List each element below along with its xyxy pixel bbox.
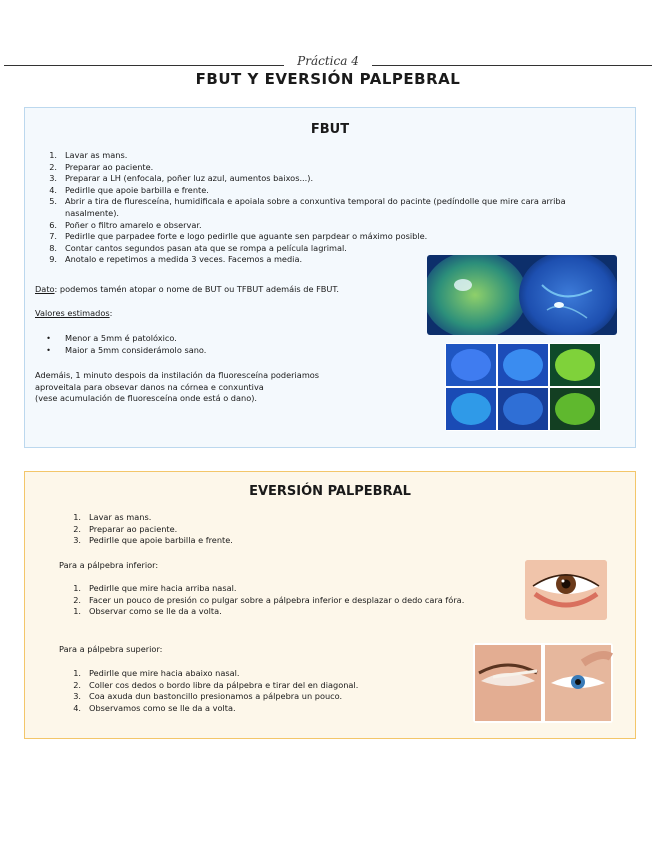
valores-list bbox=[45, 333, 345, 356]
inferior-heading: Para a pálpebra inferior: bbox=[59, 560, 159, 570]
eversion-section bbox=[24, 471, 636, 739]
list-item: 6. Poñer o filtro amarelo e observar. bbox=[49, 219, 202, 230]
list-item: 7. Pedirlle que parpadee forte e logo pedirlle que aguante sen parpdear o máximo posible. bbox=[49, 231, 428, 242]
list-item: 2. Preparar ao paciente. bbox=[73, 523, 178, 534]
list-item: 5. Abrir a tira de fluresceína, humidificala e apoiala sobre a conxuntiva temporal do pacinte (pedíndolle que mire cara arriba nasalmente). bbox=[49, 196, 566, 218]
dato-text: : podemos tamén atopar o nome de BUT ou TFBUT ademáis de FBUT. bbox=[54, 284, 340, 294]
list-item: • Menor a 5mm é patolóxico. bbox=[46, 333, 177, 343]
list-item: 1. Pedirlle que mire hacia abaixo nasal. bbox=[73, 668, 240, 678]
list-item: 2. Coller cos dedos o bordo libre da pálpebra e tirar del en diagonal. bbox=[73, 679, 359, 690]
fluorescein-note: Ademáis, 1 minuto despois da instilación da fluoresceína poderiamos aproveitala para obsevar danos na córnea e conxuntiva (vese acumulación de fluoresceína onde está o dano). bbox=[35, 370, 320, 404]
superior-heading: Para a pálpebra superior: bbox=[59, 644, 163, 654]
list-item: 1. Observar como se lle da a volta. bbox=[73, 606, 222, 617]
eversion-steps-list bbox=[69, 512, 469, 547]
valores-heading: Valores estimados: bbox=[35, 308, 113, 318]
dato-paragraph bbox=[35, 284, 415, 296]
list-item: 8. Contar cantos segundos pasan ata que se rompa a película lagrimal. bbox=[49, 242, 347, 253]
inferior-steps-list bbox=[69, 583, 509, 618]
fbut-cornea-photo bbox=[427, 255, 617, 335]
list-item: 4. Pedirlle que apoie barbilla e frente. bbox=[49, 184, 209, 195]
list-item: 9. Anotalo e repetimos a medida 3 veces. Facemos a media. bbox=[49, 254, 303, 265]
page-title: FBUT Y EVERSIÓN PALPEBRAL bbox=[195, 70, 461, 88]
practice-subtitle: Práctica 4 bbox=[297, 54, 359, 68]
list-item: 3. Pedirlle que apoie barbilla e frente. bbox=[73, 535, 233, 546]
list-item: 1. Lavar as mans. bbox=[73, 512, 152, 522]
page-header bbox=[0, 52, 656, 92]
dato-label: Dato bbox=[35, 284, 55, 294]
list-item: 4. Observamos como se lle da a volta. bbox=[73, 702, 236, 713]
fbut-section bbox=[24, 107, 636, 448]
list-item: • Maior a 5mm considerámolo sano. bbox=[46, 344, 207, 355]
eversion-title: EVERSIÓN PALPEBRAL bbox=[249, 484, 411, 499]
list-item: 2. Preparar ao paciente. bbox=[49, 161, 154, 172]
list-item: 3. Preparar a LH (enfocala, poñer luz azul, aumentos baixos...). bbox=[49, 173, 314, 184]
superior-steps-list bbox=[69, 668, 469, 714]
list-item: 1. Pedirlle que mire hacia arriba nasal. bbox=[73, 583, 237, 593]
list-item: 1. Lavar as mans. bbox=[49, 150, 128, 160]
list-item: 2. Facer un pouco de presión co pulgar sobre a pálpebra inferior e desplazar o dedo cara fóra. bbox=[73, 594, 465, 605]
list-item: 3. Coa axuda dun bastoncillo presionamos a pálpebra un pouco. bbox=[73, 691, 343, 702]
upper-eyelid-photos bbox=[473, 643, 613, 723]
fbut-steps-list bbox=[45, 150, 605, 266]
fbut-title: FBUT bbox=[310, 122, 350, 137]
lower-eyelid-photo bbox=[525, 560, 607, 620]
fluorescein-staining-grid bbox=[445, 343, 601, 431]
